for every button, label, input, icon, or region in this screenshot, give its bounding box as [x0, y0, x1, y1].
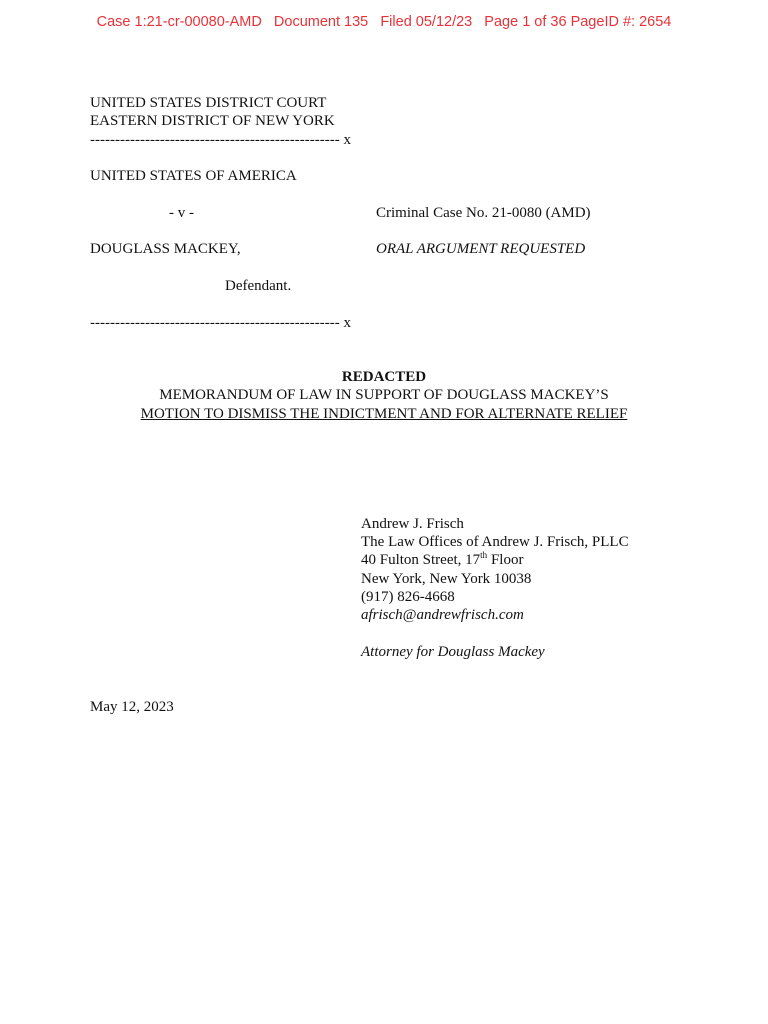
law-firm-name: The Law Offices of Andrew J. Frisch, PLLC [361, 534, 629, 550]
street-address-ordinal: th [480, 550, 488, 560]
street-address-text: 40 Fulton Street, 17 [361, 552, 481, 568]
defendant-label: Defendant. [225, 278, 292, 294]
filing-date: May 12, 2023 [90, 699, 174, 715]
attorney-role: Attorney for Douglass Mackey [361, 644, 545, 660]
versus-label: - v - [169, 205, 194, 221]
document-title-line2-text: MOTION TO DISMISS THE INDICTMENT AND FOR ALTERNATE RELIEF [140, 406, 628, 422]
court-name: UNITED STATES DISTRICT COURT [90, 95, 327, 111]
redacted-label: REDACTED [341, 369, 427, 385]
firm-city-state-zip: New York, New York 10038 [361, 571, 532, 587]
plaintiff-name: UNITED STATES OF AMERICA [90, 168, 297, 184]
court-filing-header: Case 1:21-cr-00080-AMD Document 135 Filed 05/12/23 Page 1 of 36 PageID #: 2654 [96, 14, 672, 30]
attorney-phone: (917) 826-4668 [361, 589, 455, 605]
document-title-line2 [0, 405, 768, 423]
firm-street-address [361, 551, 523, 569]
attorney-name: Andrew J. Frisch [361, 516, 464, 532]
document-title-line1: MEMORANDUM OF LAW IN SUPPORT OF DOUGLASS MACKEY’S [159, 387, 609, 403]
caption-divider-top: -------------------------------------------------- x [90, 132, 352, 148]
case-number: Criminal Case No. 21-0080 (AMD) [376, 205, 591, 221]
attorney-email: afrisch@andrewfrisch.com [361, 607, 524, 623]
court-district: EASTERN DISTRICT OF NEW YORK [90, 113, 335, 129]
street-address-floor: Floor [487, 552, 524, 568]
oral-argument-notice: ORAL ARGUMENT REQUESTED [376, 241, 586, 257]
defendant-name: DOUGLASS MACKEY, [90, 241, 241, 257]
caption-divider-bottom: -------------------------------------------------- x [90, 315, 352, 331]
